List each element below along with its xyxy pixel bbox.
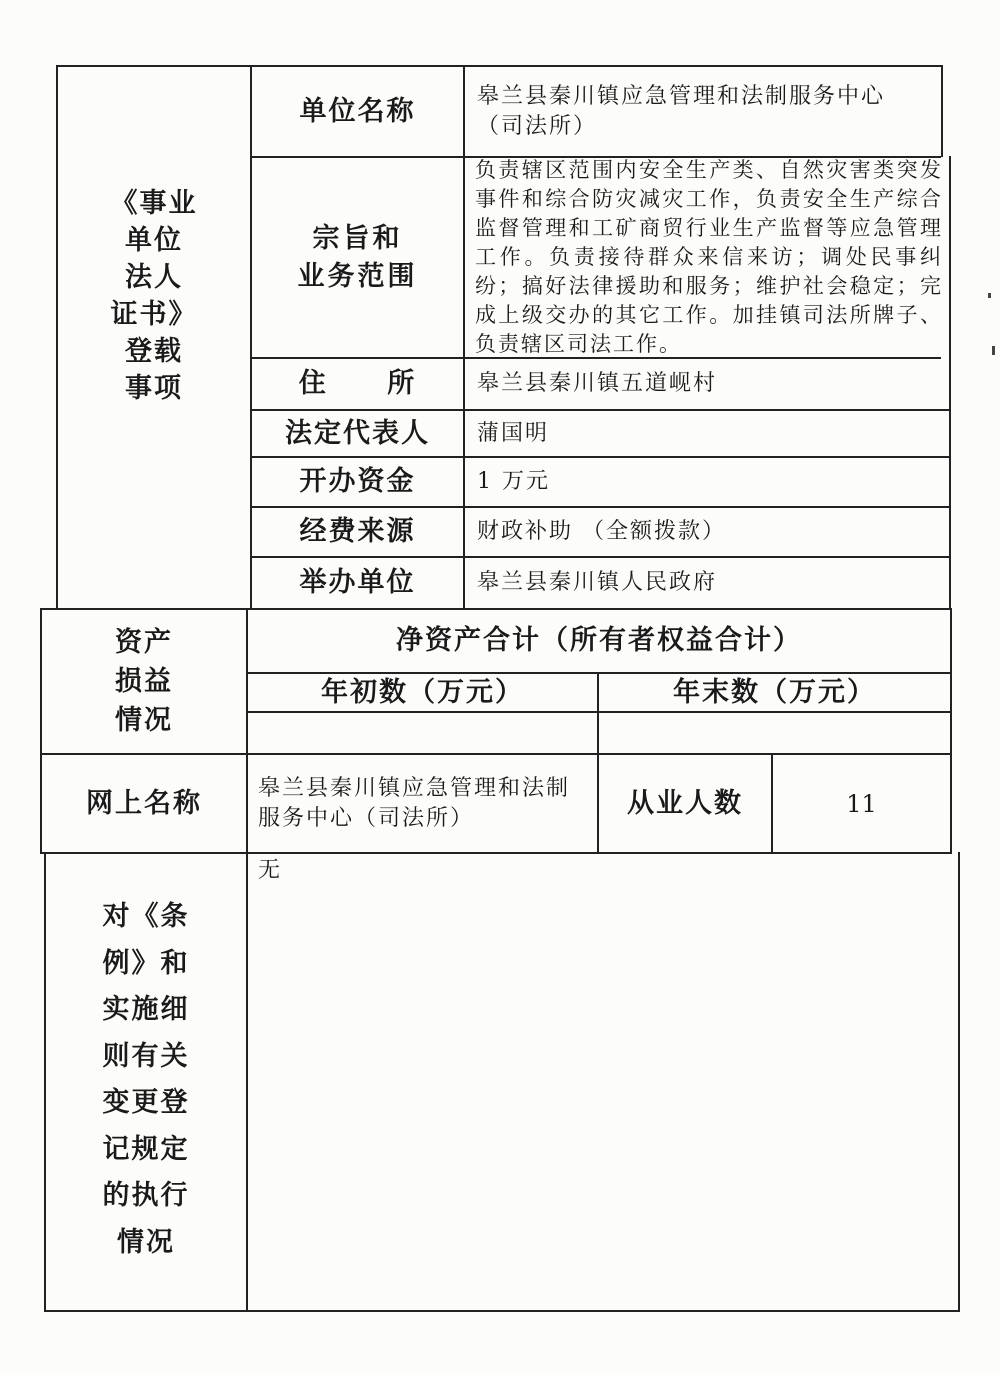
year-start-header: 年初数（万元）	[321, 676, 524, 708]
sponsor-unit-label: 举办单位	[299, 567, 416, 599]
year-end-header: 年末数（万元）	[673, 676, 876, 708]
address-label: 住 所	[298, 368, 417, 400]
assets-section-label: 资产 损益 情况	[115, 627, 173, 736]
funding-source-label: 经费来源	[299, 516, 416, 548]
legal-representative-label: 法定代表人	[285, 417, 430, 449]
sponsor-unit-value: 皋兰县秦川镇人民政府	[477, 570, 718, 596]
scan-mark	[988, 293, 991, 298]
staff-count-value: 11	[846, 789, 877, 818]
start-capital-value: 1 万元	[477, 469, 550, 495]
year-start-value	[248, 713, 597, 753]
staff-count-label: 从业人数	[627, 787, 743, 819]
net-assets-header: 净资产合计（所有者权益合计）	[396, 625, 802, 657]
legal-representative-value: 蒲国明	[477, 420, 550, 446]
funding-source-value: 财政补助 （全额拨款）	[477, 519, 726, 545]
address-value: 皋兰县秦川镇五道岘村	[477, 371, 718, 397]
purpose-scope-value: 负责辖区范围内安全生产类、自然灾害类突发事件和综合防灾减灾工作，负责安全生产综合监督管理和工矿商贸行业生产监督等应急管理工作。负责接待群众来信来访；调处民事纠纷；搞好法律援助和服务；维护社会稳定；完成上级交办的其它工作。加挂镇司法所牌子、负责辖区司法工作。	[475, 158, 943, 356]
online-name-value: 皋兰县秦川镇应急管理和法制服务中心（司法所）	[258, 775, 571, 831]
unit-name-label: 单位名称	[299, 95, 416, 127]
scan-mark	[992, 346, 995, 355]
registration-section-label: 《事业 单位 法人 证书》 登载 事项	[110, 187, 198, 404]
unit-name-value: 皋兰县秦川镇应急管理和法制服务中心 （司法所）	[477, 83, 886, 139]
implementation-value: 无	[258, 858, 281, 884]
purpose-scope-label: 宗旨和 业务范围	[297, 222, 418, 292]
implementation-section-label: 对《条 例》和 实施细 则有关 变更登 记规定 的执行 情况	[102, 901, 190, 1258]
online-name-label: 网上名称	[86, 787, 202, 819]
year-end-value	[599, 713, 950, 753]
start-capital-label: 开办资金	[299, 466, 416, 498]
